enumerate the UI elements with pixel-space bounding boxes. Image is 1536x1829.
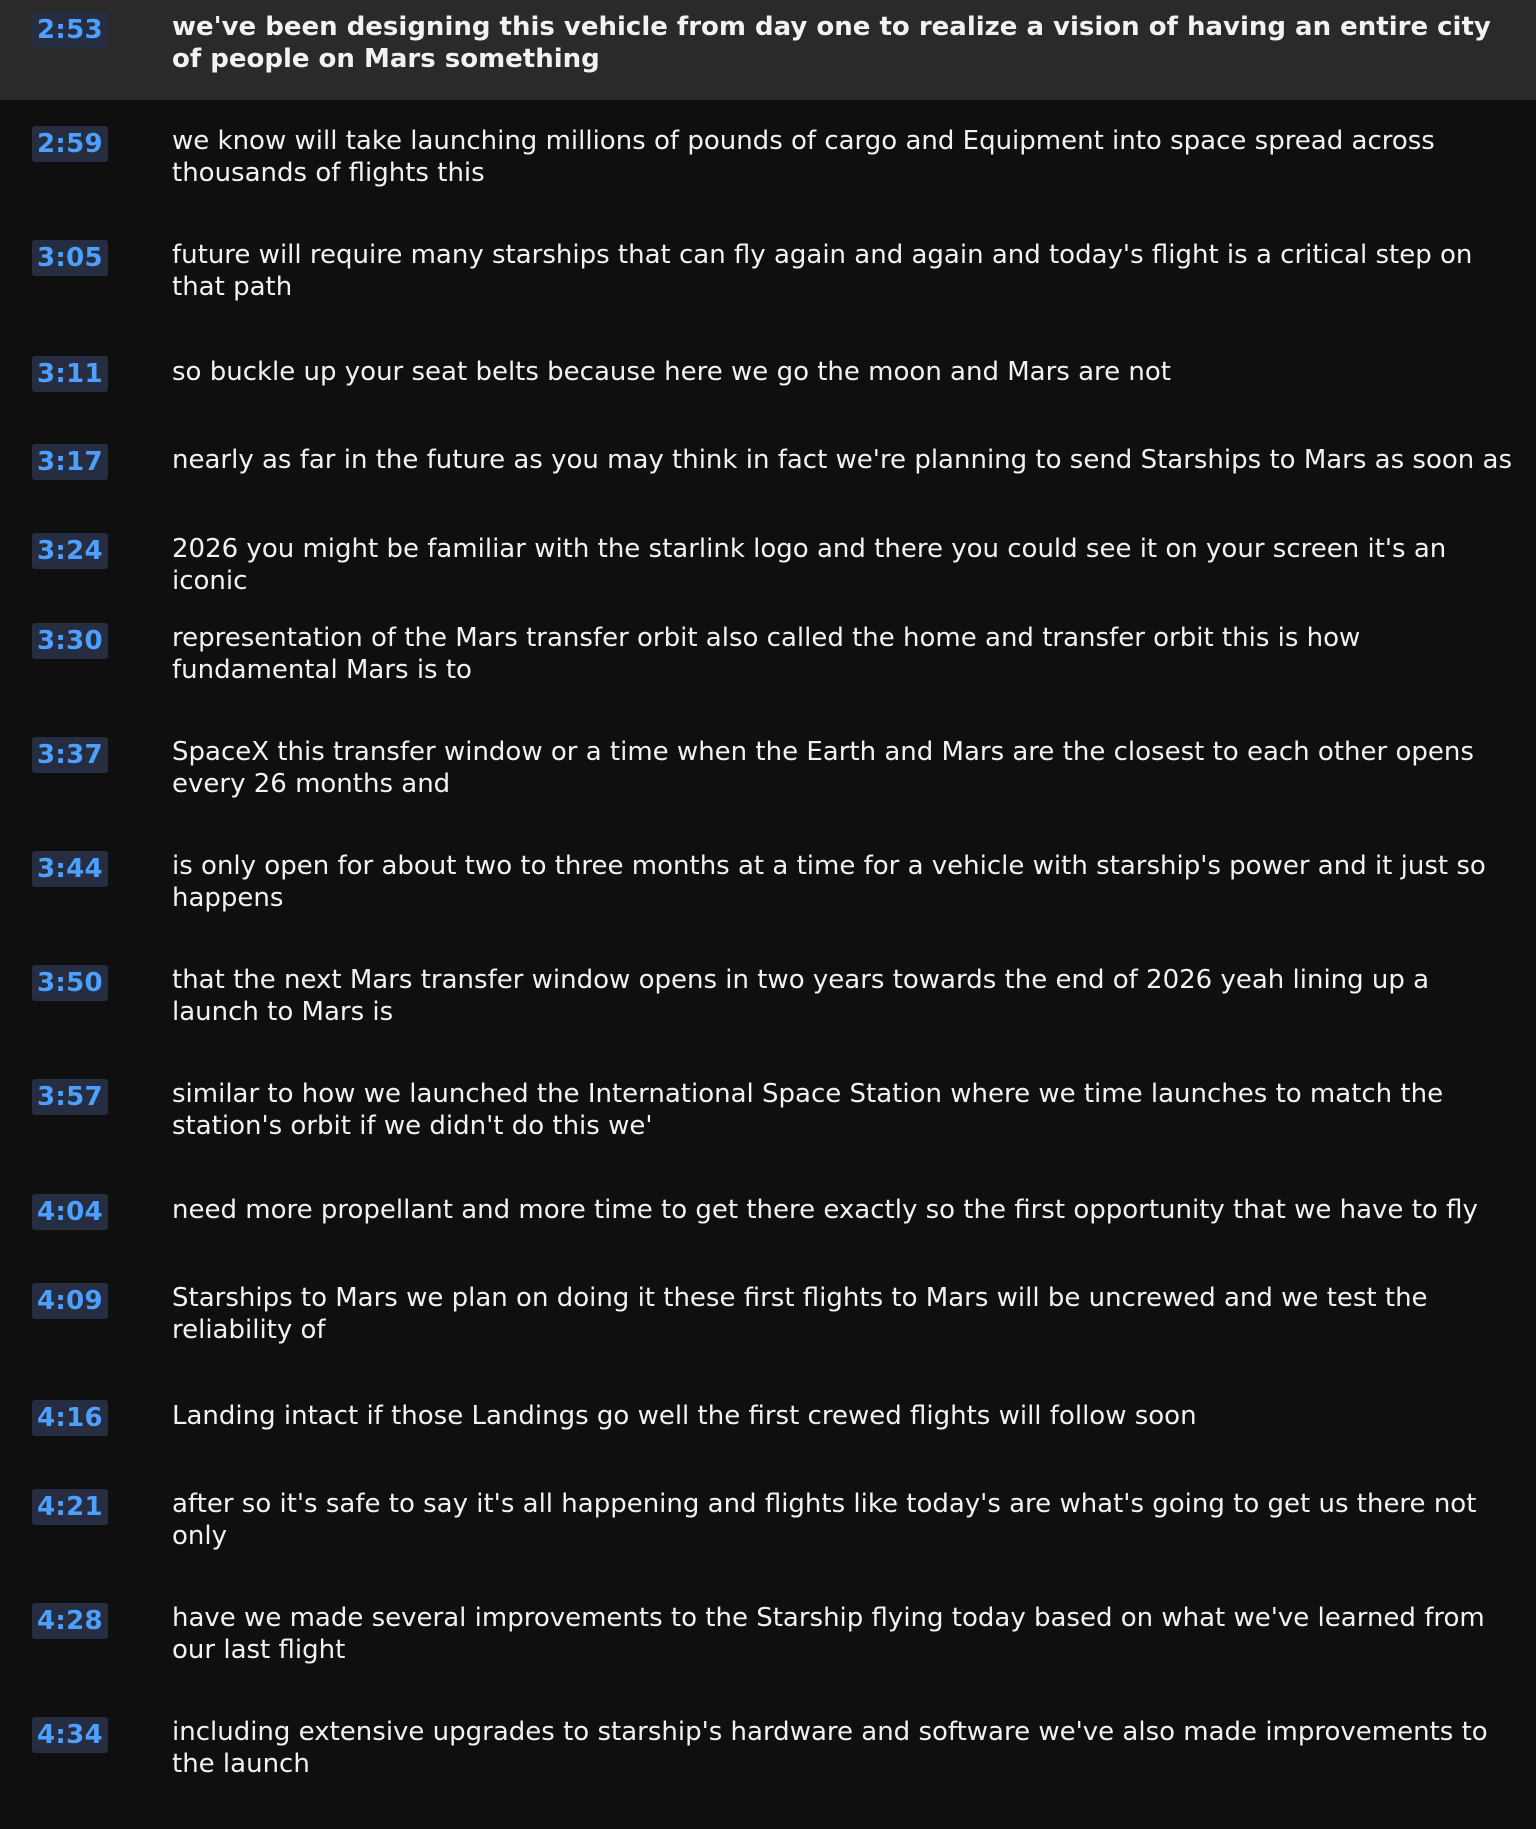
timestamp-link[interactable]: 4:21 (32, 1489, 108, 1525)
segment-text: nearly as far in the future as you may think in fact we're planning to send Starships to Mars as soon as (172, 445, 1513, 475)
timestamp-link[interactable]: 3:50 (32, 965, 108, 1001)
timestamp-link[interactable]: 3:37 (32, 737, 108, 773)
timestamp-link[interactable]: 3:30 (32, 623, 108, 659)
timestamp-link[interactable]: 2:53 (32, 12, 108, 48)
transcript-segment[interactable] (0, 962, 1536, 1062)
segment-text: is only open for about two to three months at a time for a vehicle with starship's power and it just so happens (172, 851, 1486, 913)
timestamp-link[interactable]: 4:34 (32, 1717, 108, 1753)
transcript-segment[interactable] (0, 1076, 1536, 1176)
segment-text: so buckle up your seat belts because here we go the moon and Mars are not (172, 357, 1171, 387)
segment-text: Starships to Mars we plan on doing it these first flights to Mars will be uncrewed and we test the reliability of (172, 1283, 1428, 1345)
segment-text: Landing intact if those Landings go well the first crewed flights will follow soon (172, 1401, 1197, 1431)
timestamp-link[interactable]: 3:17 (32, 444, 108, 480)
transcript-segment[interactable] (0, 228, 1536, 328)
transcript-segment[interactable] (0, 440, 1536, 516)
transcript-segment[interactable] (0, 1489, 1536, 1589)
transcript-segment[interactable] (0, 848, 1536, 948)
timestamp-link[interactable]: 2:59 (32, 126, 108, 162)
transcript-segment[interactable] (0, 1194, 1536, 1270)
segment-text: similar to how we launched the International Space Station where we time launches to match the station's orbit if we didn't do this we' (172, 1079, 1444, 1141)
transcript-segment[interactable] (0, 1400, 1536, 1476)
timestamp-link[interactable]: 3:44 (32, 851, 108, 887)
segment-text: have we made several improvements to the Starship flying today based on what we've learned from our last flight (172, 1603, 1485, 1665)
transcript-segment[interactable] (0, 350, 1536, 426)
timestamp-link[interactable]: 4:16 (32, 1400, 108, 1436)
timestamp-link[interactable]: 3:05 (32, 240, 108, 276)
segment-text: we know will take launching millions of pounds of cargo and Equipment into space spread across thousands of flights this (172, 126, 1435, 188)
timestamp-link[interactable]: 4:28 (32, 1603, 108, 1639)
segment-text: SpaceX this transfer window or a time when the Earth and Mars are the closest to each other opens every 26 months and (172, 737, 1474, 799)
transcript-segment[interactable] (0, 620, 1536, 720)
segment-text: future will require many starships that can fly again and again and today's flight is a critical step on that path (172, 240, 1473, 302)
transcript-segment[interactable] (0, 114, 1536, 214)
timestamp-link[interactable]: 3:57 (32, 1079, 108, 1115)
transcript-segment[interactable] (0, 1603, 1536, 1703)
transcript-segment[interactable] (0, 530, 1536, 606)
segment-text: need more propellant and more time to get there exactly so the first opportunity that we have to fly (172, 1195, 1478, 1225)
segment-text: we've been designing this vehicle from day one to realize a vision of having an entire city of people on Mars something (172, 12, 1491, 74)
segment-text: that the next Mars transfer window opens in two years towards the end of 2026 yeah lining up a launch to Mars is (172, 965, 1430, 1027)
timestamp-link[interactable]: 3:11 (32, 356, 108, 392)
segment-text: representation of the Mars transfer orbit also called the home and transfer orbit this is how fundamental Mars is to (172, 623, 1361, 685)
timestamp-link[interactable]: 3:24 (32, 533, 108, 569)
segment-text: 2026 you might be familiar with the starlink logo and there you could see it on your screen it's an iconic (172, 534, 1447, 596)
transcript-segment[interactable] (0, 0, 1536, 100)
timestamp-link[interactable]: 4:04 (32, 1194, 108, 1230)
segment-text: after so it's safe to say it's all happening and flights like today's are what's going to get us there not only (172, 1489, 1477, 1551)
transcript-segment[interactable] (0, 1283, 1536, 1383)
transcript-segment[interactable] (0, 734, 1536, 834)
timestamp-link[interactable]: 4:09 (32, 1283, 108, 1319)
transcript-segment[interactable] (0, 1717, 1536, 1817)
segment-text: including extensive upgrades to starship's hardware and software we've also made improvements to the launch (172, 1717, 1488, 1779)
